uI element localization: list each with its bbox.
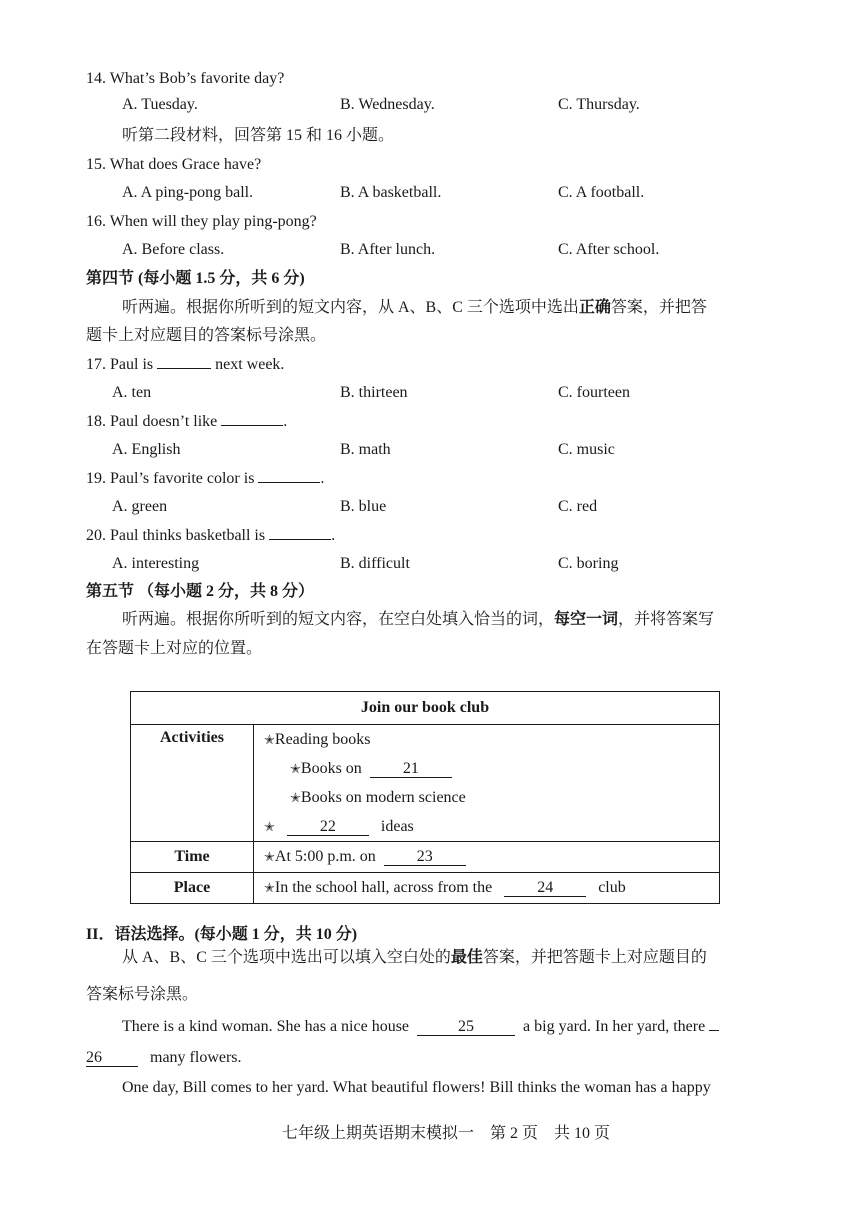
activities-cell	[254, 725, 720, 842]
answer-blank	[709, 1030, 719, 1031]
q15-option-c: C. A football.	[558, 184, 645, 201]
part-ii-heading: II．语法选择。(每小题 1 分，共 10 分)	[86, 926, 358, 943]
passage-text: There is a kind woman. She has a nice house	[122, 1018, 410, 1035]
blank-23: 23	[384, 848, 466, 866]
stem-text: .	[331, 527, 336, 544]
place-label: Place	[131, 873, 254, 904]
activity-text: Reading books	[274, 731, 371, 748]
time-cell	[254, 842, 720, 873]
passage-line-3: One day, Bill comes to her yard. What beautiful flowers! Bill thinks the woman has a happy	[122, 1079, 711, 1096]
q15-option-a: A. A ping-pong ball.	[122, 184, 254, 201]
table-caption: Join our book club	[131, 692, 720, 725]
q17-option-c: C. fourteen	[558, 384, 630, 401]
blank-24: 24	[504, 879, 586, 897]
q16-option-b: B. After lunch.	[340, 241, 436, 258]
blank-26: 26	[86, 1049, 138, 1067]
activity-row	[254, 754, 719, 783]
answer-blank	[221, 425, 283, 426]
section-5-instruction-line1	[122, 610, 714, 630]
stem-text: 20. Paul thinks basketball is	[86, 527, 266, 544]
section-4-heading: 第四节 (每小题 1.5 分，共 6 分)	[86, 270, 305, 287]
q19-option-a: A. green	[112, 498, 168, 515]
q18-option-b: B. math	[340, 441, 391, 458]
time-label: Time	[131, 842, 254, 873]
star-icon: ✭	[264, 820, 275, 835]
passage-line-2	[86, 1048, 242, 1068]
part2-intro: 听第二段材料，回答第 15 和 16 小题。	[122, 127, 395, 144]
question-20-stem	[86, 526, 335, 546]
instr-text: 听两遍。根据你所听到的短文内容，从 A、B、C 三个选项中选出	[122, 299, 579, 316]
star-icon: ✭	[290, 762, 301, 777]
q14-option-b: B. Wednesday.	[340, 96, 435, 113]
q18-option-a: A. English	[112, 441, 181, 458]
passage-line-1	[122, 1017, 719, 1037]
instr-text: 答案，并把答题卡上对应题目的	[482, 949, 707, 966]
star-icon: ✭	[264, 733, 275, 748]
instr-text: 答案，并把答	[610, 299, 707, 316]
q20-option-a: A. interesting	[112, 555, 200, 572]
q20-option-c: C. boring	[558, 555, 619, 572]
q16-option-c: C. After school.	[558, 241, 660, 258]
part-ii-instruction-line2: 答案标号涂黑。	[86, 986, 199, 1003]
star-icon: ✭	[290, 791, 301, 806]
question-18-stem	[86, 412, 287, 432]
question-16-stem: 16. When will they play ping-pong?	[86, 213, 317, 230]
star-icon: ✭	[264, 850, 275, 865]
q17-option-b: B. thirteen	[340, 384, 408, 401]
stem-text: next week.	[215, 356, 285, 373]
stem-text: 19. Paul’s favorite color is	[86, 470, 255, 487]
blank-25: 25	[417, 1018, 515, 1036]
section-5-heading: 第五节 （每小题 2 分，共 8 分）	[86, 583, 315, 600]
place-text: club	[598, 879, 626, 896]
passage-text: a big yard. In her yard, there	[523, 1018, 706, 1035]
instr-emphasis: 正确	[578, 299, 611, 316]
q14-option-a: A. Tuesday.	[122, 96, 198, 113]
question-19-stem	[86, 469, 324, 489]
page-footer: 七年级上期英语期末模拟一 第 2 页 共 10 页	[282, 1125, 611, 1142]
instr-emphasis: 最佳	[450, 949, 483, 966]
activity-text: Books on modern science	[300, 789, 466, 806]
activities-label: Activities	[131, 725, 254, 842]
q14-option-c: C. Thursday.	[558, 96, 640, 113]
question-17-stem	[86, 355, 284, 375]
blank-21: 21	[370, 760, 452, 778]
activity-row	[254, 812, 719, 841]
stem-text: .	[283, 413, 288, 430]
q19-option-b: B. blue	[340, 498, 387, 515]
stem-text: 17. Paul is	[86, 356, 154, 373]
q19-option-c: C. red	[558, 498, 598, 515]
answer-blank	[269, 539, 331, 540]
question-15-stem: 15. What does Grace have?	[86, 156, 262, 173]
place-text: In the school hall, across from the	[274, 879, 493, 896]
passage-text: many flowers.	[150, 1049, 242, 1066]
answer-blank	[258, 482, 320, 483]
instr-text: 从 A、B、C 三个选项中选出可以填入空白处的	[122, 949, 451, 966]
activity-text: ideas	[380, 818, 414, 835]
section-4-instruction-line1	[122, 298, 707, 318]
section-4-instruction-line2: 题卡上对应题目的答案标号涂黑。	[86, 327, 327, 344]
q20-option-b: B. difficult	[340, 555, 410, 572]
question-14-stem: 14. What’s Bob’s favorite day?	[86, 70, 285, 87]
activity-row	[254, 783, 719, 812]
instr-text: ，并将答案写	[618, 611, 715, 628]
q17-option-a: A. ten	[112, 384, 152, 401]
instr-text: 听两遍。根据你所听到的短文内容，在空白处填入恰当的词，	[122, 611, 555, 628]
star-icon: ✭	[264, 881, 275, 896]
q16-option-a: A. Before class.	[122, 241, 225, 258]
time-text: At 5:00 p.m. on	[274, 848, 376, 865]
stem-text: 18. Paul doesn’t like	[86, 413, 218, 430]
activity-row	[254, 725, 719, 754]
instr-emphasis: 每空一词	[554, 611, 619, 628]
part-ii-instruction-line1	[122, 948, 707, 968]
q18-option-c: C. music	[558, 441, 615, 458]
place-cell	[254, 873, 720, 904]
section-5-instruction-line2: 在答题卡上对应的位置。	[86, 640, 263, 657]
blank-22: 22	[287, 818, 369, 836]
stem-text: .	[320, 470, 325, 487]
book-club-table	[130, 691, 720, 904]
q15-option-b: B. A basketball.	[340, 184, 442, 201]
activity-text: Books on	[300, 760, 362, 777]
answer-blank	[157, 368, 211, 369]
